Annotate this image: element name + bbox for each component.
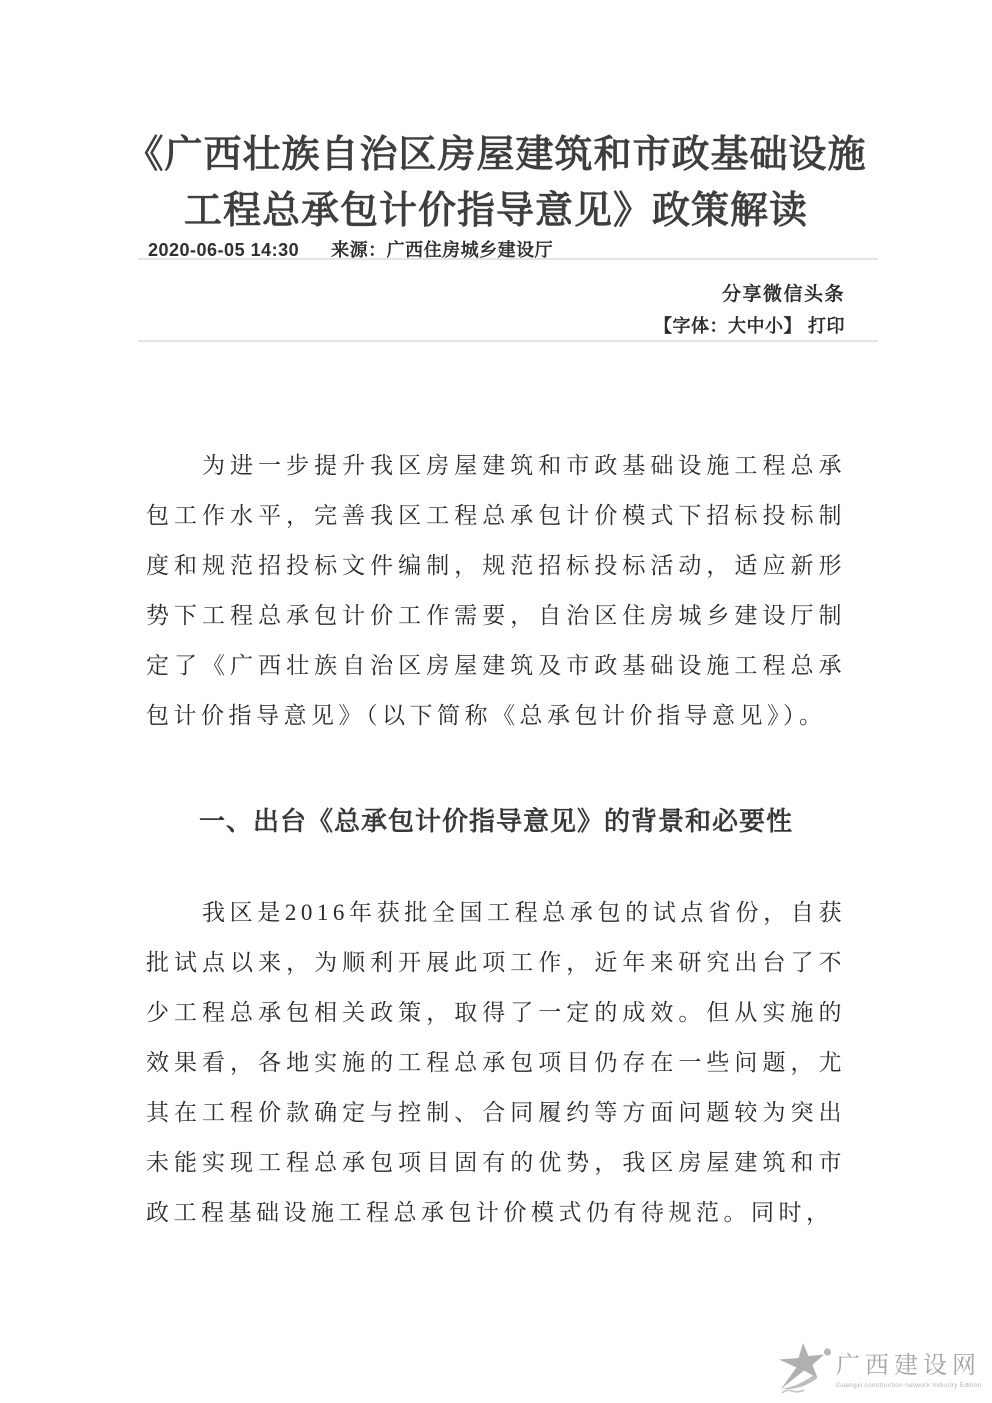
site-logo-text	[836, 1341, 982, 1390]
divider-bottom	[138, 340, 878, 342]
share-bar	[722, 279, 845, 306]
fontsize-prefix: 【字体：	[654, 316, 728, 336]
star-logo-icon	[770, 1341, 832, 1397]
article-source: 来源：广西住房城乡建设厅	[331, 240, 554, 260]
page-title-line1: 《广西壮族自治区房屋建筑和市政基础设施	[125, 134, 867, 176]
fontsize-small-link[interactable]: 小	[765, 316, 784, 336]
fontsize-suffix: 】	[783, 316, 802, 336]
section-heading-1: 一、出台《总承包计价指导意见》的背景和必要性	[198, 806, 793, 836]
site-logo-name: 广西建设网	[836, 1353, 981, 1379]
fontsize-large-link[interactable]: 大	[728, 316, 747, 336]
page-title-line2: 工程总承包计价指导意见》政策解读	[183, 190, 808, 232]
site-logo	[770, 1341, 982, 1397]
share-label: 分享	[721, 284, 763, 305]
divider-top	[138, 258, 878, 260]
article-body	[146, 441, 846, 1238]
print-link[interactable]: 打印	[808, 316, 845, 336]
share-wechat-link[interactable]: 微信	[762, 284, 804, 305]
publish-datetime: 2020-06-05 14:30	[148, 240, 300, 260]
share-toutiao-link[interactable]: 头条	[803, 284, 845, 305]
paragraph-intro: 为进一步提升我区房屋建筑和市政基础设施工程总承包工作水平，完善我区工程总承包计价模式下招标投标制度和规范招投标文件编制，规范招标投标活动，适应新形势下工程总承包计价工作需要，自治区住房城乡建设厅制定了《广西壮族自治区房屋建筑及市政基础设施工程总承包计价指导意见》（以下简称《总承包计价指导意见》）。	[146, 453, 846, 728]
page-title	[0, 127, 992, 239]
fontsize-medium-link[interactable]: 中	[746, 316, 765, 336]
site-logo-tagline: Guangxi construction network Industry Edition	[836, 1382, 982, 1389]
fontsize-bar	[654, 312, 845, 338]
paragraph-background: 我区是2016年获批全国工程总承包的试点省份，自获批试点以来，为顺利开展此项工作，近年来研究出台了不少工程总承包相关政策，取得了一定的成效。但从实施的效果看，各地实施的工程总承包项目仍存在一些问题，尤其在工程价款确定与控制、合同履约等方面问题较为突出未能实现工程总承包项目固有的优势，我区房屋建筑和市政工程基础设施工程总承包计价模式仍有待规范。同时，	[146, 900, 846, 1225]
